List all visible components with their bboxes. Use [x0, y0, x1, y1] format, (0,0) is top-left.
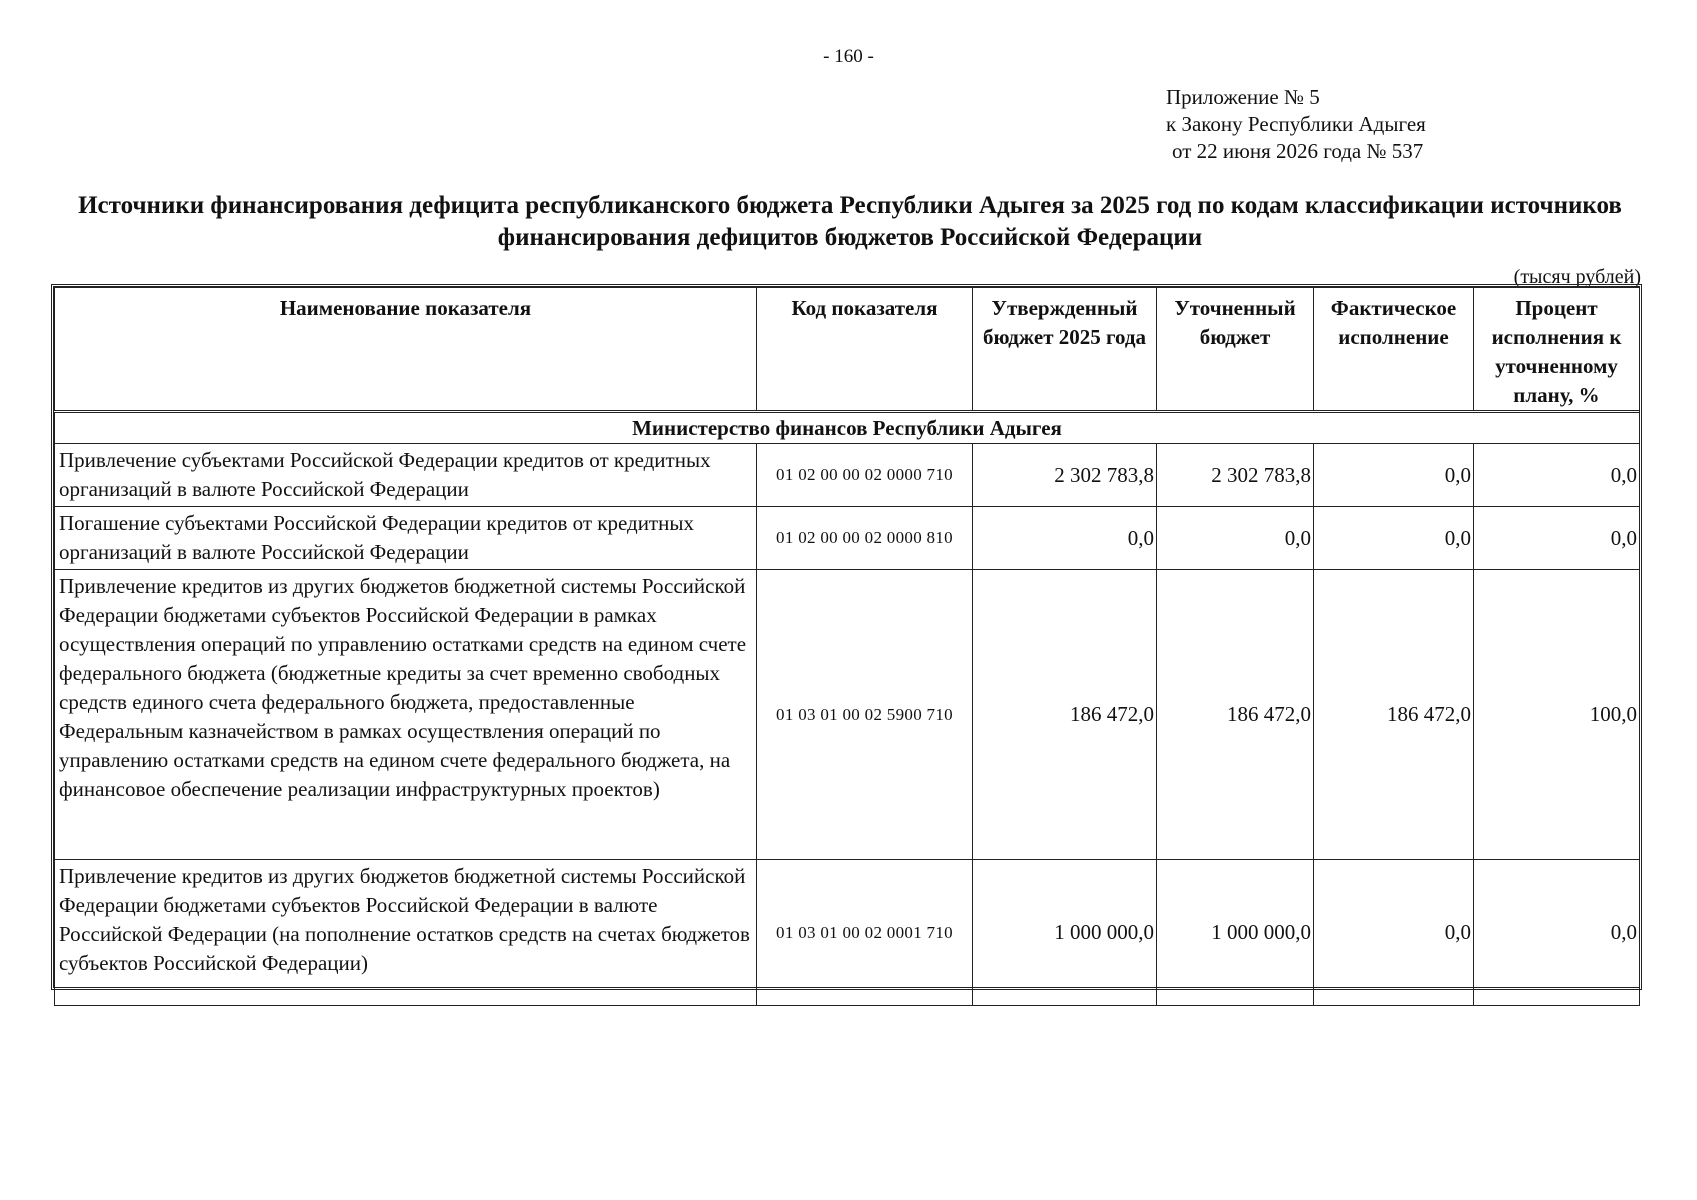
appendix-block [1166, 84, 1426, 165]
appendix-line-1: Приложение № 5 [1166, 85, 1320, 109]
section-title: Министерство финансов Республики Адыгея [55, 412, 1640, 444]
row-approved: 1 000 000,0 [973, 860, 1157, 1006]
row-percent: 0,0 [1474, 860, 1640, 1006]
row-percent: 0,0 [1474, 444, 1640, 507]
appendix-line-2: к Закону Республики Адыгея [1166, 112, 1426, 136]
row-approved: 186 472,0 [973, 570, 1157, 860]
document-title: Источники финансирования дефицита республиканского бюджета Республики Адыгея за 2025 год по кодам классификации источников финансирования дефицитов бюджетов Российской Федерации [78, 192, 1622, 251]
row-percent: 100,0 [1474, 570, 1640, 860]
row-approved: 2 302 783,8 [973, 444, 1157, 507]
row-actual: 0,0 [1314, 860, 1474, 1006]
table-row [55, 570, 1640, 860]
table-header-row [55, 288, 1640, 412]
row-name: Привлечение субъектами Российской Федерации кредитов от кредитных организаций в валюте Российской Федерации [55, 444, 757, 507]
financing-sources-table-frame [51, 284, 1642, 990]
section-row [55, 412, 1640, 444]
row-actual: 186 472,0 [1314, 570, 1474, 860]
financing-sources-table [54, 287, 1640, 1006]
table-row [55, 444, 1640, 507]
header-code: Код показателя [757, 288, 973, 412]
header-percent: Процент исполнения к уточненному плану, % [1474, 288, 1640, 412]
table-row [55, 507, 1640, 570]
page-number: - 160 - [823, 46, 874, 67]
row-name: Привлечение кредитов из других бюджетов бюджетной системы Российской Федерации бюджетами субъектов Российской Федерации в валюте Российской Федерации (на пополнение остатков средств на счетах бюджетов субъектов Российской Федерации) [55, 860, 757, 1006]
row-percent: 0,0 [1474, 507, 1640, 570]
row-revised: 186 472,0 [1157, 570, 1314, 860]
row-actual: 0,0 [1314, 507, 1474, 570]
header-approved: Утвержденный бюджет 2025 года [973, 288, 1157, 412]
row-code: 01 03 01 00 02 5900 710 [757, 570, 973, 860]
appendix-line-3: от 22 июня 2026 года № 537 [1172, 139, 1424, 163]
row-code: 01 03 01 00 02 0001 710 [757, 860, 973, 1006]
row-name: Привлечение кредитов из других бюджетов бюджетной системы Российской Федерации бюджетами субъектов Российской Федерации в рамках осуществления операций по управлению остатками средств на едином счете федерального бюджета (бюджетные кредиты за счет временно свободных средств единого счета федерального бюджета, предоставленные Федеральным казначейством в рамках осуществления операций по управлению остатками средств на едином счете федерального бюджета, на финансовое обеспечение реализации инфраструктурных проектов) [55, 570, 757, 860]
header-revised: Уточненный бюджет [1157, 288, 1314, 412]
row-code: 01 02 00 00 02 0000 810 [757, 507, 973, 570]
header-actual: Фактическое исполнение [1314, 288, 1474, 412]
row-code: 01 02 00 00 02 0000 710 [757, 444, 973, 507]
header-name: Наименование показателя [55, 288, 757, 412]
row-actual: 0,0 [1314, 444, 1474, 507]
units-label: (тысяч рублей) [1513, 266, 1641, 288]
row-revised: 0,0 [1157, 507, 1314, 570]
table-row [55, 860, 1640, 1006]
row-revised: 2 302 783,8 [1157, 444, 1314, 507]
row-approved: 0,0 [973, 507, 1157, 570]
row-revised: 1 000 000,0 [1157, 860, 1314, 1006]
row-name: Погашение субъектами Российской Федерации кредитов от кредитных организаций в валюте Российской Федерации [55, 507, 757, 570]
